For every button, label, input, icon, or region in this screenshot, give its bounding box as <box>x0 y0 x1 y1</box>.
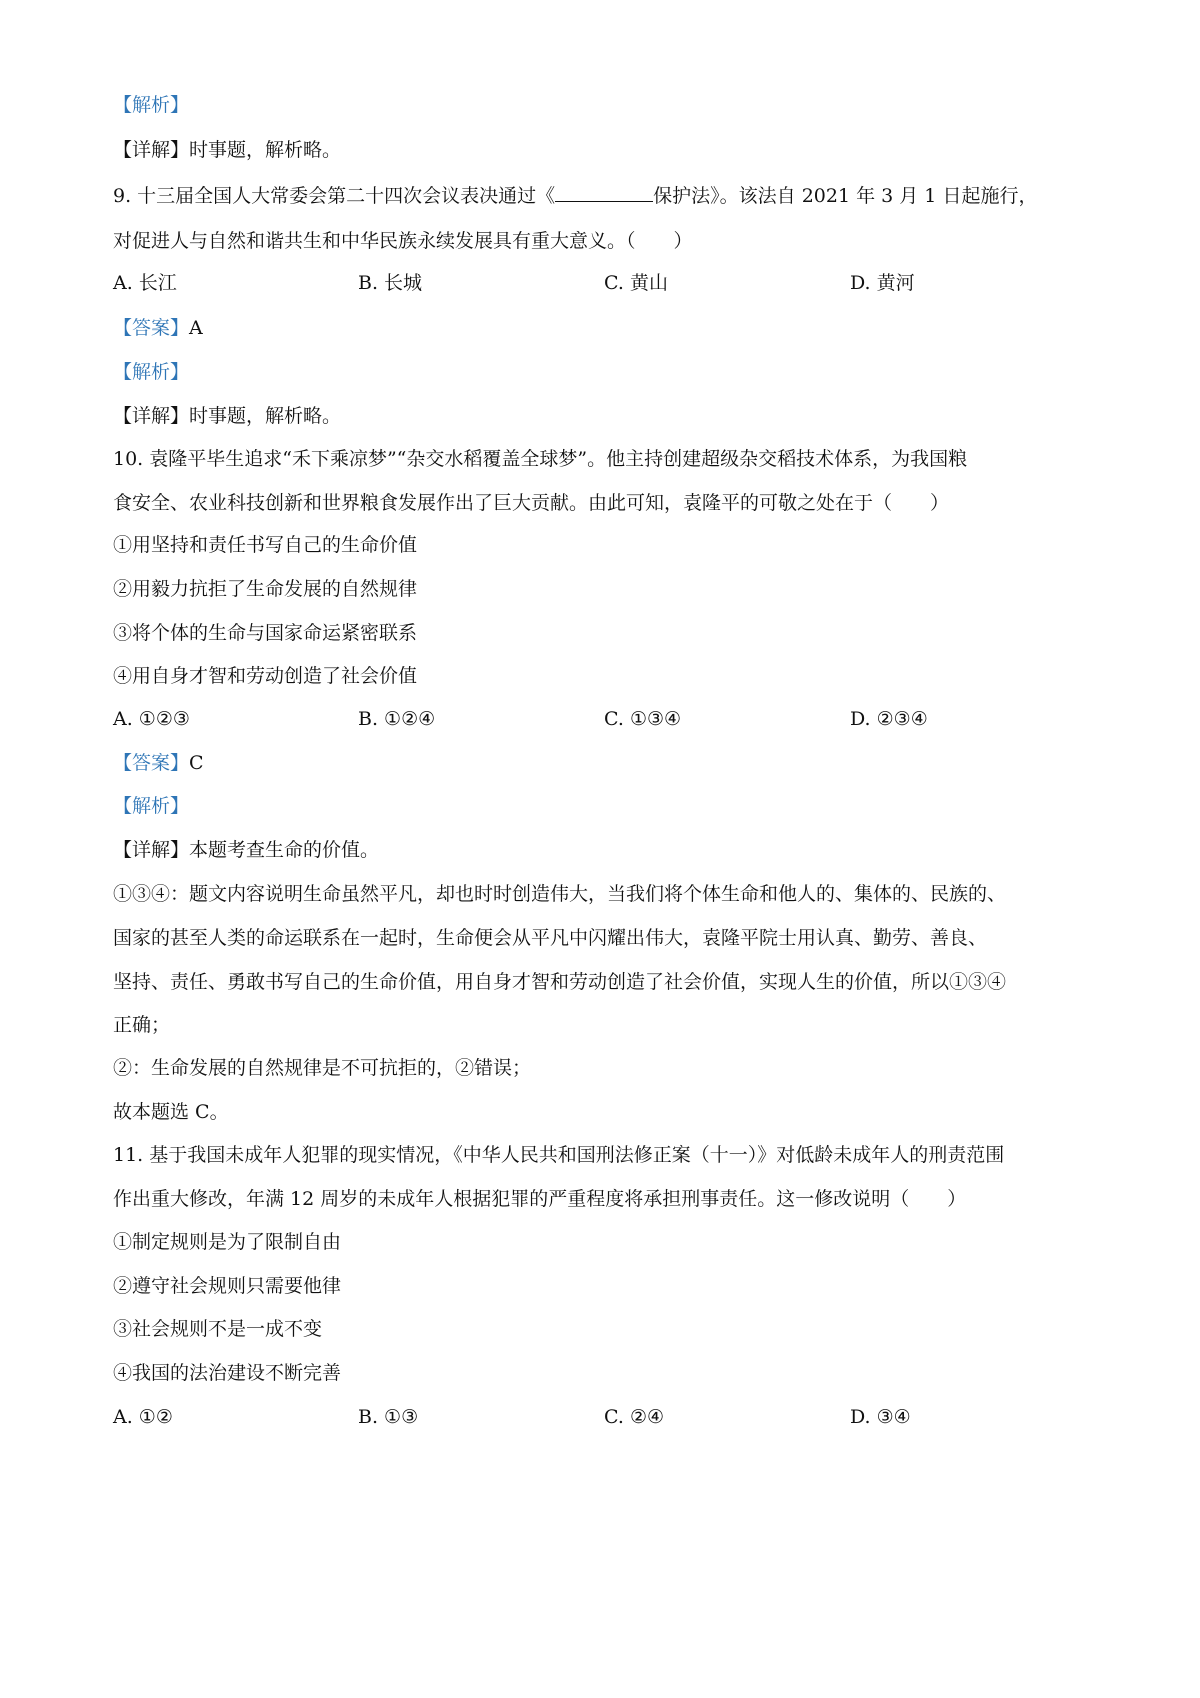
q10-explain-2: 国家的甚至人类的命运联系在一起时，生命便会从平凡中闪耀出伟大，袁隆平院士用认真、勤劳、善良、 <box>113 927 988 949</box>
q11-stem-line1: 11. 基于我国未成年人犯罪的现实情况，《中华人民共和国刑法修正案（十一）》对低龄未成年人的刑责范围 <box>113 1144 1005 1166</box>
q10-option-b: B. ①②④ <box>358 708 436 730</box>
q11-option-b: B. ①③ <box>358 1406 419 1428</box>
q10-explain-1: ①③④：题文内容说明生命虽然平凡，却也时时创造伟大，当我们将个体生命和他人的、集体的、民族的、 <box>113 883 1007 905</box>
q11-option-c: C. ②④ <box>604 1406 665 1428</box>
q9-option-b: B. 长城 <box>358 272 423 294</box>
q10-explain-4: 正确； <box>113 1014 171 1036</box>
q9-answer <box>113 315 203 341</box>
q10-statement-2: ②用毅力抗拒了生命发展的自然规律 <box>113 578 418 600</box>
q10-answer-tag: 【答案】 <box>113 752 190 774</box>
q11-statement-3: ③社会规则不是一成不变 <box>113 1318 323 1340</box>
q9-stem-post: 保护法》。该法自 2021 年 3 月 1 日起施行， <box>653 185 1038 207</box>
q10-option-c: C. ①③④ <box>604 708 682 730</box>
q10-statement-4: ④用自身才智和劳动创造了社会价值 <box>113 665 418 687</box>
q10-explain-6: 故本题选 C。 <box>113 1101 229 1123</box>
q9-stem-line1 <box>113 183 1037 209</box>
q11-stem-line2: 作出重大修改，年满 12 周岁的未成年人根据犯罪的严重程度将承担刑事责任。这一修改说明（ ） <box>113 1188 967 1210</box>
q10-detail: 【详解】本题考查生命的价值。 <box>113 839 380 861</box>
q10-option-d: D. ②③④ <box>850 708 928 730</box>
q11-option-a: A. ①② <box>113 1406 173 1428</box>
q9-stem-pre: 9. 十三届全国人大常委会第二十四次会议表决通过《 <box>113 185 556 207</box>
q9-option-c: C. 黄山 <box>604 272 668 294</box>
q10-stem-line1: 10. 袁隆平毕生追求“禾下乘凉梦”“杂交水稻覆盖全球梦”。他主持创建超级杂交稻技术体系，为我国粮 <box>113 448 968 470</box>
q10-explain-3: 坚持、责任、勇敢书写自己的生命价值，用自身才智和劳动创造了社会价值，实现人生的价值，所以①③④ <box>113 971 1007 993</box>
q10-analysis-tag: 【解析】 <box>113 795 190 817</box>
q10-answer <box>113 750 204 776</box>
q9-detail: 【详解】时事题，解析略。 <box>113 405 342 427</box>
q11-statement-2: ②遵守社会规则只需要他律 <box>113 1275 342 1297</box>
q8-detail: 【详解】时事题，解析略。 <box>113 139 342 161</box>
q10-explain-5: ②：生命发展的自然规律是不可抗拒的，②错误； <box>113 1057 532 1079</box>
q9-blank <box>555 183 653 202</box>
q9-option-d: D. 黄河 <box>850 272 915 294</box>
q10-stem-line2: 食安全、农业科技创新和世界粮食发展作出了巨大贡献。由此可知，袁隆平的可敬之处在于（ ） <box>113 492 950 514</box>
q11-statement-4: ④我国的法治建设不断完善 <box>113 1362 342 1384</box>
q10-statement-1: ①用坚持和责任书写自己的生命价值 <box>113 534 418 556</box>
q11-option-d: D. ③④ <box>850 1406 911 1428</box>
q10-statement-3: ③将个体的生命与国家命运紧密联系 <box>113 622 418 644</box>
q9-option-a: A. 长江 <box>113 272 177 294</box>
q9-answer-value: A <box>189 317 203 339</box>
q8-analysis-tag: 【解析】 <box>113 94 190 116</box>
q9-stem-line2: 对促进人与自然和谐共生和中华民族永续发展具有重大意义。（ ） <box>113 230 693 252</box>
q9-answer-tag: 【答案】 <box>113 317 190 339</box>
q9-analysis-tag: 【解析】 <box>113 361 190 383</box>
q11-statement-1: ①制定规则是为了限制自由 <box>113 1231 342 1253</box>
q10-answer-value: C <box>189 752 204 774</box>
q10-option-a: A. ①②③ <box>113 708 190 730</box>
